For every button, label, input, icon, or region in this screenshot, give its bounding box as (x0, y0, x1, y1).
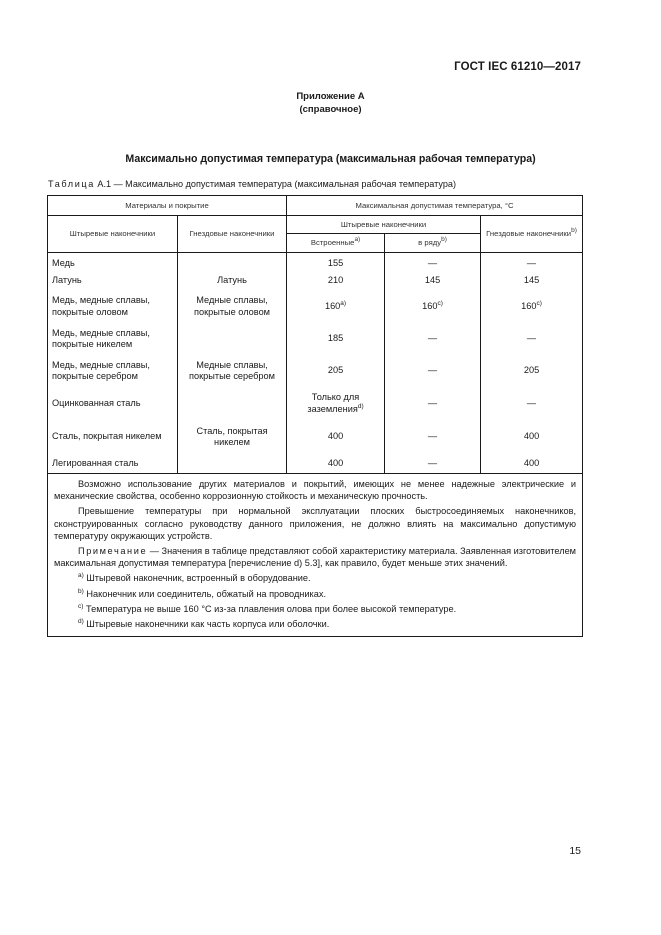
cell-embedded (287, 356, 385, 387)
cell-in-row (385, 421, 481, 454)
cell-pin-material: Сталь, покрытая никелем (48, 421, 178, 454)
table-caption-word: Таблица (48, 179, 95, 189)
cell-socket-material: Латунь (178, 272, 287, 291)
table-notes (48, 474, 583, 637)
cell-socket-material (178, 387, 287, 421)
header-in-row-label: в ряду (418, 238, 442, 248)
cell-embedded-value: Только для заземления (307, 392, 360, 414)
cell-in-row (385, 272, 481, 291)
cell-socket-temp-value: — (526, 333, 537, 344)
cell-embedded (287, 253, 385, 272)
cell-embedded-sup: d) (357, 402, 364, 410)
cell-socket-temp-value: — (526, 397, 537, 408)
cell-socket-material: Сталь, покрытая никелем (178, 421, 287, 454)
footnote-mark: a) (78, 572, 84, 580)
cell-embedded-value: 400 (327, 431, 344, 442)
document-title: Максимально допустимая температура (максимальная рабочая температура) (125, 153, 536, 165)
header-socket-temp (481, 216, 583, 253)
header-pin-terminals: Штыревые наконечники (48, 216, 178, 253)
cell-embedded (287, 387, 385, 421)
header-socket-temp-label: Гнездовые наконечники (486, 229, 572, 238)
cell-embedded-value: 185 (327, 333, 344, 344)
cell-in-row-value: — (427, 431, 438, 442)
cell-socket-temp-value: — (526, 258, 537, 268)
header-socket-terminals: Гнездовые наконечники (178, 216, 287, 253)
note-remark-word: Примечание (78, 546, 148, 557)
header-max-temp: Максимальная допустимая температура, °С (287, 196, 583, 216)
header-in-row (385, 234, 481, 253)
footnote-mark: d) (78, 618, 84, 626)
footnote-a (54, 572, 576, 584)
footnote-mark: c) (78, 602, 84, 610)
cell-pin-material: Латунь (48, 272, 178, 291)
header-socket-temp-sup: b) (571, 227, 577, 234)
cell-in-row (385, 454, 481, 474)
footnote-b (54, 588, 576, 600)
cell-socket-temp (481, 253, 583, 272)
cell-socket-material (178, 323, 287, 356)
footnote-c (54, 603, 576, 615)
cell-in-row-value: 145 (424, 275, 441, 286)
note-remark-text: — Значения в таблице представляют собой характеристику материала. Заявленная изготовителем максимальная допустимая температура [перечисление d) 5.3], как правило, будет меньше этих значений. (54, 546, 577, 569)
cell-in-row (385, 387, 481, 421)
header-materials: Материалы и покрытие (48, 196, 287, 216)
cell-socket-temp (481, 291, 583, 323)
cell-in-row-value: — (427, 457, 438, 468)
cell-socket-material (178, 454, 287, 474)
header-embedded-sup: a) (354, 236, 361, 244)
cell-in-row (385, 356, 481, 387)
cell-embedded (287, 454, 385, 474)
cell-socket-temp (481, 387, 583, 421)
cell-embedded (287, 421, 385, 454)
cell-socket-temp-value: 160 (521, 300, 537, 311)
cell-pin-material: Оцинкованная сталь (48, 387, 178, 421)
cell-in-row-value: — (427, 397, 438, 408)
header-pin-group: Штыревые наконечники (287, 216, 481, 234)
header-in-row-sup: b) (441, 236, 447, 244)
cell-socket-material (178, 253, 287, 272)
cell-pin-material: Медь (48, 253, 178, 272)
cell-socket-temp (481, 356, 583, 387)
footnote-mark: b) (78, 587, 84, 595)
annex-heading (0, 91, 661, 116)
table-row (48, 272, 583, 291)
cell-socket-temp (481, 272, 583, 291)
note-paragraph-2: Превышение температуры при нормальной эксплуатации плоских быстросоединяемых наконечников, сконструированных согласно руководству данного приложения, не должно влиять на максимально допустимую температуру окружающих устройств. (54, 506, 577, 541)
cell-embedded (287, 323, 385, 356)
cell-in-row-value: — (427, 365, 438, 376)
cell-pin-material: Медь, медные сплавы, покрытые оловом (48, 291, 178, 323)
cell-embedded-value: 210 (327, 275, 344, 286)
page-number: 15 (569, 845, 581, 857)
cell-socket-temp-value: 400 (523, 457, 540, 468)
cell-in-row (385, 323, 481, 356)
cell-embedded-value: 155 (327, 258, 344, 268)
cell-socket-temp-sup: c) (536, 299, 542, 307)
cell-embedded-value: 400 (327, 457, 344, 468)
note-paragraph-1: Возможно использование других материалов и покрытий, имеющих не менее надежные электрические и механические свойства, особенно коррозионную стойкость и механическую прочность. (54, 479, 577, 502)
cell-in-row (385, 291, 481, 323)
cell-socket-temp-value: 145 (523, 275, 540, 286)
annex-subtitle: (справочное) (299, 103, 362, 115)
annex-title: Приложение А (296, 91, 365, 102)
header-embedded-label: Встроенные (310, 238, 355, 248)
table-row (48, 387, 583, 421)
cell-embedded (287, 272, 385, 291)
cell-socket-temp (481, 454, 583, 474)
header-embedded (287, 234, 385, 253)
cell-embedded-sup: a) (340, 299, 347, 307)
cell-in-row (385, 253, 481, 272)
table-row (48, 356, 583, 387)
table-row (48, 323, 583, 356)
cell-socket-temp (481, 421, 583, 454)
cell-in-row-sup: c) (437, 299, 443, 307)
cell-embedded-value: 205 (327, 365, 344, 376)
cell-socket-temp (481, 323, 583, 356)
footnote-text: Штыревой наконечник, встроенный в оборудование. (86, 573, 311, 584)
cell-socket-temp-value: 205 (523, 365, 540, 376)
cell-in-row-value: — (427, 258, 438, 268)
footnote-text: Наконечник или соединитель, обжатый на проводниках. (86, 588, 326, 599)
temperature-table (47, 195, 583, 637)
table-row (48, 421, 583, 454)
footnote-text: Штыревые наконечники как часть корпуса или оболочки. (86, 619, 330, 630)
cell-socket-temp-value: 400 (523, 431, 540, 442)
cell-embedded (287, 291, 385, 323)
cell-pin-material: Медь, медные сплавы, покрытые серебром (48, 356, 178, 387)
cell-in-row-value: 160 (422, 300, 438, 311)
standard-code: ГОСТ IEC 61210—2017 (454, 61, 581, 73)
table-row (48, 454, 583, 474)
table-row (48, 253, 583, 272)
table-caption-text: А.1 — Максимально допустимая температура (максимальная рабочая температура) (97, 179, 456, 189)
table-row (48, 291, 583, 323)
note-remark (54, 545, 576, 569)
cell-pin-material: Легированная сталь (48, 454, 178, 474)
cell-socket-material: Медные сплавы, покрытые оловом (178, 291, 287, 323)
footnote-text: Температура не выше 160 °С из-за плавления олова при более высокой температуре. (85, 603, 457, 614)
footnote-d (54, 618, 576, 630)
table-caption (48, 179, 456, 189)
cell-socket-material: Медные сплавы, покрытые серебром (178, 356, 287, 387)
cell-pin-material: Медь, медные сплавы, покрытые никелем (48, 323, 178, 356)
cell-embedded-value: 160 (324, 300, 341, 311)
cell-in-row-value: — (427, 333, 438, 344)
